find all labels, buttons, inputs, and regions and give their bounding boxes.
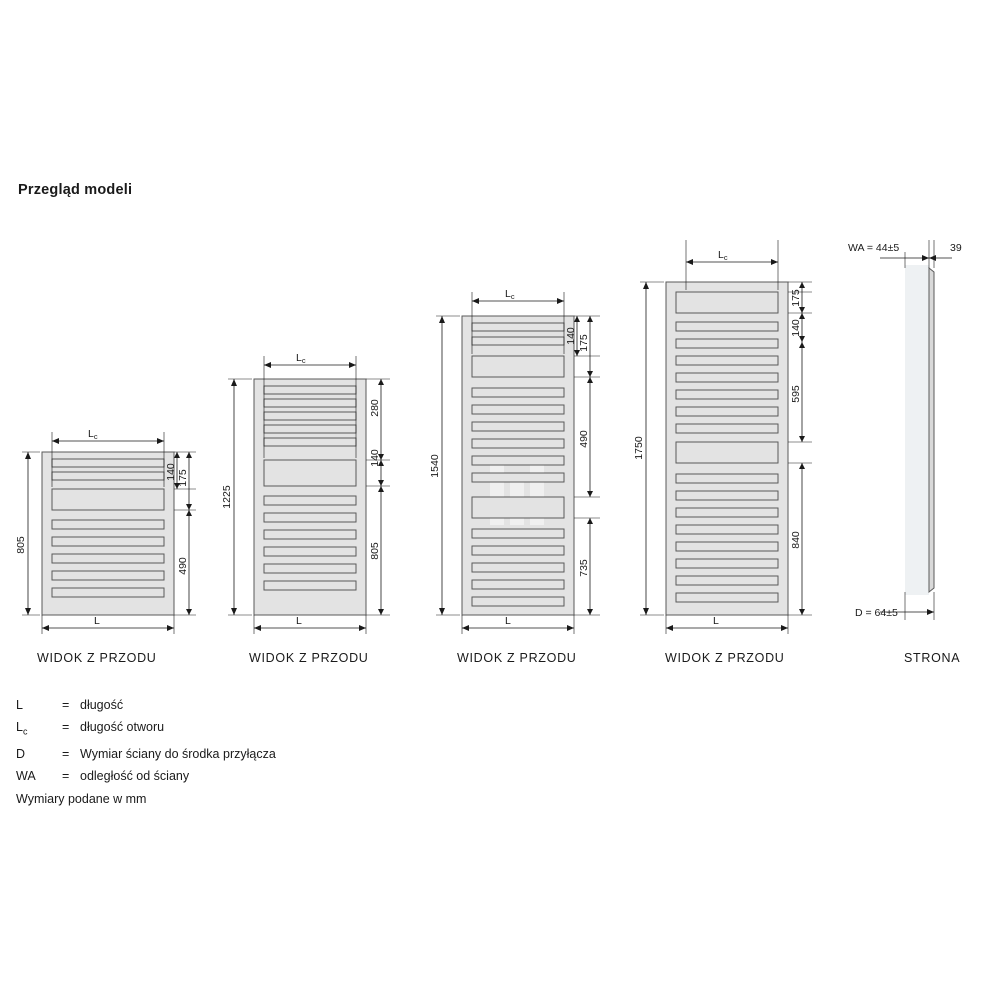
- model-1225-group: [221, 352, 390, 634]
- model-1225-l-label: L: [296, 615, 302, 627]
- model-1225-dim-280: 280: [369, 399, 381, 417]
- legend-equals: =: [62, 720, 70, 734]
- model-1540-bar: [472, 439, 564, 448]
- model-1540-bar: [472, 580, 564, 589]
- model-1750-bar: [676, 525, 778, 534]
- model-1540-bar: [472, 563, 564, 572]
- model-1540-l-label: L: [505, 615, 511, 627]
- model-1750-bar: [676, 474, 778, 483]
- model-1225-bar: [264, 425, 356, 433]
- model-1225-bar: [264, 438, 356, 446]
- model-805-bar: [52, 520, 164, 529]
- model-1540-bar: [472, 405, 564, 414]
- model-1750-bar: [676, 390, 778, 399]
- model-1540-bar: [472, 323, 564, 331]
- model-1750-bar: [676, 322, 778, 331]
- legend-text: długość: [80, 698, 124, 712]
- legend-row: [16, 716, 276, 743]
- model-1540-bar: [472, 529, 564, 538]
- model-805-dim-140: 140: [165, 463, 177, 481]
- model-805-dim-175: 175: [177, 469, 189, 487]
- model-1225-bar: [264, 412, 356, 420]
- units-note: Wymiary podane w mm: [16, 792, 147, 806]
- model-1750-bar: [676, 373, 778, 382]
- model-1540-dim-735: 735: [578, 559, 590, 577]
- legend-symbol: L: [16, 698, 23, 712]
- model-805-bar: [52, 554, 164, 563]
- model-1750-opening-top: [676, 292, 778, 313]
- model-805-bar: [52, 571, 164, 580]
- side-depth-label: 39: [950, 242, 962, 254]
- model-805-lc-label: Lc: [88, 428, 98, 441]
- model-1540-bar: [472, 456, 564, 465]
- side-wa-label: WA = 44±5: [848, 242, 900, 254]
- model-1225-lc-label: Lc: [296, 352, 306, 365]
- model-1540-lc-label: Lc: [505, 288, 515, 301]
- model-1225-bar: [264, 564, 356, 573]
- model-1225-bar: [264, 581, 356, 590]
- caption-side-view: STRONA: [904, 651, 961, 665]
- model-1225-bar: [264, 513, 356, 522]
- legend-text: Wymiar ściany do środka przyłącza: [80, 746, 276, 761]
- model-1540-bar: [472, 337, 564, 345]
- model-1750-lc-label: Lc: [718, 249, 728, 262]
- model-805-bar: [52, 472, 164, 480]
- legend: [16, 694, 276, 787]
- model-1750-dim-140: 140: [790, 319, 802, 337]
- caption-model-1225: WIDOK Z PRZODU: [249, 651, 369, 665]
- model-805-opening: [52, 489, 164, 510]
- model-805-l-label: L: [94, 615, 100, 627]
- model-1540-bar: [472, 388, 564, 397]
- caption-model-805: WIDOK Z PRZODU: [37, 651, 157, 665]
- model-1750-opening-mid: [676, 442, 778, 463]
- legend-equals: =: [62, 768, 70, 783]
- model-1540-opening-mid: [472, 497, 564, 518]
- model-1750-bar: [676, 356, 778, 365]
- model-1540-bar: [472, 422, 564, 431]
- model-1540-dim-490: 490: [578, 430, 590, 448]
- model-1750-dim-840: 840: [790, 531, 802, 549]
- side-wall: [905, 265, 929, 595]
- model-1225-bar: [264, 386, 356, 394]
- model-1540-dim-140: 140: [565, 327, 577, 345]
- legend-text: długość otworu: [80, 720, 165, 734]
- legend-row: [16, 765, 276, 787]
- model-1750-bar: [676, 424, 778, 433]
- model-1540-bar: [472, 597, 564, 606]
- model-1750-bar: [676, 508, 778, 517]
- model-1540-height-label: 1540: [429, 454, 441, 478]
- model-1540-opening-top: [472, 356, 564, 377]
- model-1750-l-label: L: [713, 615, 719, 627]
- model-1225-dim-140: 140: [369, 449, 381, 467]
- model-1225-bar: [264, 399, 356, 407]
- legend-text: odległość od ściany: [80, 768, 190, 783]
- model-1225-bar: [264, 530, 356, 539]
- model-1225-dim-805: 805: [369, 542, 381, 560]
- model-1540-bar: [472, 473, 564, 482]
- model-1750-bar: [676, 407, 778, 416]
- model-805-bar: [52, 537, 164, 546]
- model-1750-height-label: 1750: [633, 436, 645, 460]
- model-1750-bar: [676, 559, 778, 568]
- model-1540-dim-175: 175: [578, 334, 590, 352]
- model-805-group: [15, 428, 196, 634]
- model-805-height-label: 805: [15, 536, 27, 554]
- model-1225-bar: [264, 547, 356, 556]
- model-1750-bar: [676, 593, 778, 602]
- model-1750-bar: [676, 576, 778, 585]
- model-1750-bar: [676, 542, 778, 551]
- model-805-dim-490: 490: [177, 557, 189, 575]
- model-1540-group: [429, 288, 600, 634]
- model-1225-bar: [264, 496, 356, 505]
- model-1750-group: [633, 240, 812, 634]
- model-1750-dim-595: 595: [790, 385, 802, 403]
- side-d-label: D = 64±5: [855, 607, 898, 619]
- caption-model-1750: WIDOK Z PRZODU: [665, 651, 785, 665]
- model-1750-bar: [676, 491, 778, 500]
- model-805-bar: [52, 588, 164, 597]
- model-1225-height-label: 1225: [221, 485, 233, 509]
- legend-symbol: D: [16, 746, 26, 761]
- legend-equals: =: [62, 746, 70, 761]
- legend-symbol: $L_c$: [16, 720, 28, 737]
- legend-symbol: WA: [16, 768, 36, 783]
- legend-equals: =: [62, 698, 70, 712]
- side-view-group: [848, 240, 962, 620]
- model-1750-dim-175: 175: [790, 289, 802, 307]
- legend-row: [16, 743, 276, 765]
- page-title: Przegląd modeli: [18, 182, 133, 198]
- model-1540-bar: [472, 546, 564, 555]
- model-1750-bar: [676, 339, 778, 348]
- side-profile: [929, 268, 934, 592]
- model-805-bar: [52, 459, 164, 467]
- legend-row: [16, 694, 276, 716]
- caption-model-1540: WIDOK Z PRZODU: [457, 651, 577, 665]
- model-1225-opening: [264, 460, 356, 486]
